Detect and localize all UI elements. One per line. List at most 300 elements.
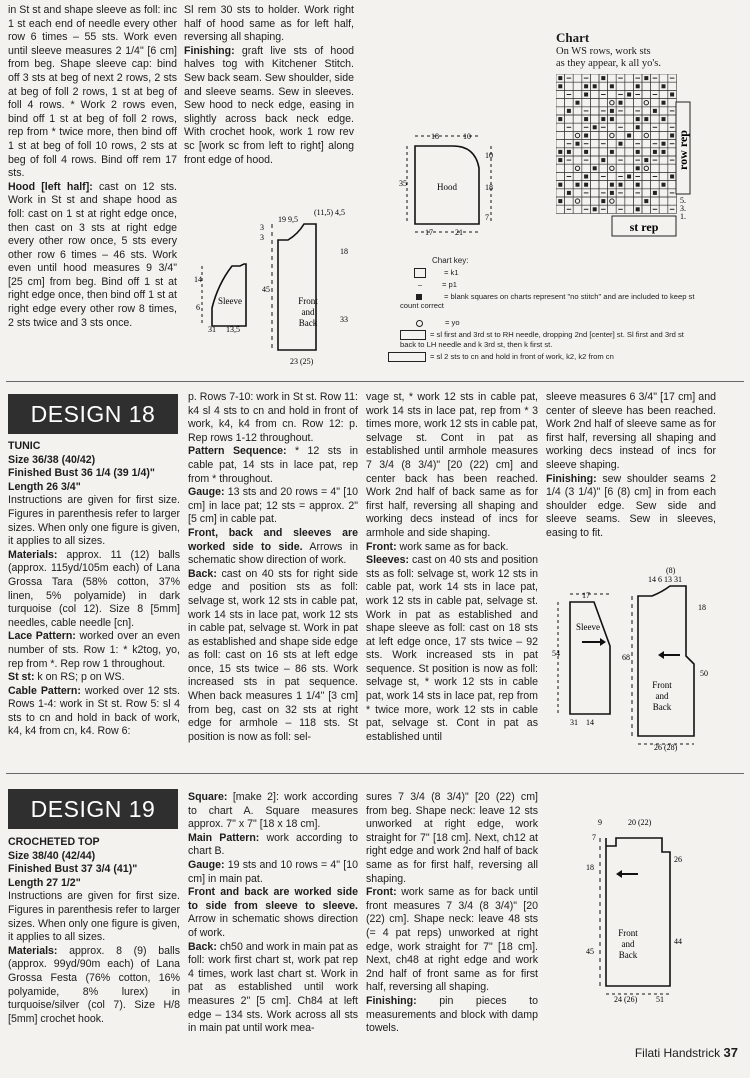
key-item: = yo [400,318,700,327]
chart-cell [668,99,677,107]
paragraph: Lace Pattern: worked over an even number of sts. Row 1: * k2tog, yo, rep from *. Rep row 1 throughout. [8,630,180,670]
chart-cell [590,181,599,189]
paragraph: St st: k on RS; p on WS. [8,671,125,684]
chart-symbol [619,142,623,146]
chart-cell [608,74,617,82]
chart-cell [608,90,617,98]
chart-cell [625,140,634,148]
chart-key-title: Chart key: [432,256,469,265]
dim-label: 17 [425,228,433,237]
chart-symbol [644,158,648,162]
chart-symbol [610,199,614,203]
front-label: Front [618,928,638,938]
chart-cell [616,148,625,156]
dim-label: 10 [485,151,493,160]
chart-symbol [662,101,666,105]
chart-symbol [644,133,648,137]
chart-cell [556,107,565,115]
chart-cell [668,181,677,189]
chart-symbol [567,191,571,195]
magazine-name: Filati Handstrick [634,1046,721,1060]
chart-cell [616,197,625,205]
arrow-head [616,870,622,878]
dim-label: 19 9,5 [278,215,298,224]
sleeve-outline [212,264,246,326]
dim-label: 45 [586,947,594,956]
chart-cell [590,115,599,123]
chart-symbol [558,150,562,154]
chart-cell [590,156,599,164]
chart-cell [651,181,660,189]
chart-cell [625,197,634,205]
top-col-2 [184,4,354,167]
chart-cell [616,164,625,172]
chart-symbol [593,84,597,88]
spec-line: Size 36/38 (40/42) [8,453,96,466]
chart-symbol [653,191,657,195]
chart-cell [625,74,634,82]
paragraph: Instructions are given for first size. Figures in parenthesis refer to larger sizes. When only one figure is given, it applies to all sizes. [8,890,180,944]
paragraph: Finishing: sew shoulder seams 2 1/4 (3 1/4)" [6 (8) cm] in from each shoulder edge. Sew side and sleeve seams. Sew in sleeves, easing to fit. [546,472,716,539]
spec-line: Finished Bust 36 1/4 (39 1/4)" [8,467,155,480]
chart-cell [556,99,565,107]
chart-symbol [610,101,614,105]
chart-cell [590,99,599,107]
chart-symbol [636,125,640,129]
dim-label: 14 [194,275,202,284]
top-col-1 [8,4,177,330]
chart-cell [573,172,582,180]
chart-cell [616,115,625,123]
row-number: 5. [680,196,686,205]
chart-cell [590,107,599,115]
chart-grid [556,74,676,213]
dim-label: 18 [431,132,439,141]
chart-cell [608,205,617,213]
paragraph: Square: [make 2]: work according to chart A. Square measures approx. 7" x 7" [18 x 18 cm]. [188,791,358,831]
chart-cell [590,131,599,139]
cross-3-icon [400,330,426,340]
dim-label: 10 [463,132,471,141]
chart-cell [642,82,651,90]
dim-label: 68 [622,653,630,662]
chart-cell [599,131,608,139]
chart-cell [573,205,582,213]
dim-label: 31 [570,718,578,727]
paragraph: sleeve measures 6 3/4" [17 cm] and center of sleeve has been reached. Work 2nd half of sleeve same as for first half, reversing all shaping and working decs instead of incs for sleeve shaping. [546,391,716,471]
chart-cell [651,131,660,139]
dim-label: 6 [196,303,200,312]
chart-symbol [610,191,614,195]
paragraph: Front and back are worked side to side from sleeve to sleeve. Arrow in schematic shows direction of work. [188,886,358,939]
chart-symbol [558,76,562,80]
row-number: 3. [680,204,686,213]
dim-label: 50 [700,669,708,678]
chart-symbol [584,84,588,88]
chart-symbol [575,199,579,203]
d19-col-3 [366,791,538,1036]
chart-cell [565,197,574,205]
dim-label: 31 [208,325,216,334]
dim-label: 35 [399,179,407,188]
chart-cell [573,123,582,131]
chart-symbol [558,183,562,187]
paragraph: Materials: approx. 11 (12) balls (approx. 115yd/105m each) of Lana Grossa Tara (58% cotton, 37% linen, 5% polyamide) in dark turquoise (col 12). Size 8 [5mm] needles, cable needle [cn]. [8,548,180,629]
and-label: and [655,691,669,701]
chart-cell [625,148,634,156]
dim-label: 24 (26) [614,995,638,1004]
chart-cell [642,189,651,197]
chart-cell [642,172,651,180]
st-rep-label: st rep [629,220,659,234]
dim-label: 51 [656,995,664,1004]
chart-cell [633,197,642,205]
chart-symbol [593,207,597,211]
paragraph: Back: cast on 40 sts for right side edge and position sts as foll: selvage st, work 12 sts in cable pat, work 14 sts in lace pat, work 12 sts in cable pat, selvage st. Work in pat as established and shape side edge as foll: cast on 16 sts at left edge once, 15 sts twice – 86 sts. Work increased sts in pat sequence. When back measures 1 1/4" [3 cm] from beg, cast on 32 sts at right edge for armhole – 118 sts. St position is now as foll: sel- [188,567,358,743]
dim-label: 45 [262,285,270,294]
chart-cell [608,99,617,107]
chart-symbol [627,175,631,179]
chart-symbol [662,117,666,121]
back-label: Back [618,950,638,960]
chart-cell [625,123,634,131]
divider [6,773,744,774]
paragraph: p. Rows 7-10: work in St st. Row 11: k4 sl 4 sts to cn and hold in front of work, k4, k4 from cn. Row 12: p. Rep rows 1-12 throughout. [188,391,358,444]
paragraph: Front: work same as for back. [366,540,509,553]
chart-cell [659,172,668,180]
chart-symbol [601,76,605,80]
chart-cell [599,99,608,107]
chart-cell [590,90,599,98]
chart-cell [573,197,582,205]
cable-4-icon [388,352,426,362]
chart-cell [608,123,617,131]
chart-cell [573,189,582,197]
chart-sub2: as they appear, k all yo's. [556,58,661,69]
chart-cell [599,164,608,172]
paragraph: Gauge: 13 sts and 20 rows = 4" [10 cm] in lace pat; 12 sts = approx. 2" [5 cm] in cable pat. [188,486,358,526]
chart-symbol [567,150,571,154]
dim-label: 3 [260,223,264,232]
chart-cell [651,197,660,205]
chart-cell [659,205,668,213]
chart-symbol [593,125,597,129]
chart-cell [659,123,668,131]
chart-cell [565,99,574,107]
chart-cell [556,140,565,148]
chart-symbol [576,101,580,105]
dim-label: 44 [674,937,682,946]
arrow-head [600,638,606,646]
chart-symbol [601,158,605,162]
chart-symbol [558,158,562,162]
chart-sub1: On WS rows, work sts [556,46,651,57]
row-number: 1. [680,212,686,221]
front-label: Front [652,680,672,690]
d18-col-3 [366,391,538,744]
chart-symbol [670,175,674,179]
paragraph: Main Pattern: work according to chart B. [188,831,359,858]
d18-schematic-top [188,204,358,366]
chart-symbol [576,183,580,187]
chart-cell [659,131,668,139]
chart-cell [659,107,668,115]
chart-cell [625,164,634,172]
chart-cell [582,99,591,107]
chart-symbol [636,84,640,88]
paragraph: Materials: approx. 8 (9) balls (approx. 99yd/90m each) of Lana Grossa Festa (76% cotton, 16% polyamide, 8% lurex) in turquoise/silver (col 7). Size H/8 [5mm] crochet hook. [8,944,180,1025]
and-label: and [621,939,635,949]
front-back-outline [606,838,670,986]
dim-label: 18 [340,247,348,256]
chart-symbol [584,183,588,187]
paragraph: Instructions are given for first size. Figures in parenthesis refer to larger sizes. When only one figure is given, it applies to all sizes. [8,494,180,548]
chart-cell [608,172,617,180]
chart-symbol [636,150,640,154]
paragraph: Hood [left half]: cast on 12 sts. Work in St st and shape hood as foll: cast on 1 st at right edge once, then cast on 3 sts at right edge every other row once, 5 sts every other row 6 times – 46 sts. Work even until hood measures 9 3/4" [25 cm] from beg. Bind off 1 st at right edge once, then bind off 1 st at right edge every other row 8 times, 2 sts twice and 3 sts once. [8,180,178,329]
chart-cell [642,99,651,107]
dim-label: (8) [666,566,676,575]
chart-cell [556,164,565,172]
chart-cell [642,148,651,156]
chart-cell [608,197,617,205]
chart-cell [651,82,660,90]
chart-symbol [576,142,580,146]
chart-symbol [627,93,631,97]
chart-symbol [584,117,588,121]
dim-label: 3 [260,233,264,242]
chart-symbol [558,117,562,121]
chart-cell [608,164,617,172]
chart-symbol [636,183,640,187]
key-item: = sl 2 sts to cn and hold in front of work, k2, k2 from cn [388,352,698,362]
chart-symbol [575,133,579,137]
key-item: = blank squares on charts represent "no stitch" and are included to keep st count correct [400,292,695,310]
chart-symbol [601,199,605,203]
chart-symbol [584,93,588,97]
key-item: = sl first and 3rd st to RH needle, dropping 2nd [center] st. Sl first and 3rd st back to LH needle and k 3rd st, then k first st. [400,330,684,349]
and-label: and [301,307,315,317]
d18-col-1 [8,440,180,739]
dim-label: 26 [674,855,682,864]
chart-symbol [610,84,614,88]
chart-symbol [567,109,571,113]
chart-cell [625,82,634,90]
chart-cell [642,107,651,115]
chart-cell [573,156,582,164]
sleeve-label: Sleeve [576,622,600,632]
chart-cell [625,189,634,197]
chart-symbol [610,109,614,113]
chart-cell [642,140,651,148]
chart-symbol [584,150,588,154]
dim-label: 33 [340,315,348,324]
chart-symbol [644,117,648,121]
chart-cell [556,90,565,98]
chart-symbol [601,117,605,121]
paragraph: sures 7 3/4 (8 3/4)" [20 (22) cm] from beg. Shape neck: leave 12 sts unworked at right edge, work straight for 7" [18 cm]. Next, ch12 at right edge and work 2nd half of back same as for first half, reversing all shaping. [366,791,538,885]
page-number: 37 [723,1045,738,1060]
paragraph: Pattern Sequence: * 12 sts in cable pat, 14 sts in lace pat, rep from * throughout. [188,445,358,485]
d18-col-4 [546,391,716,541]
front-label: Front [298,296,318,306]
chart-symbol [670,134,674,138]
dim-label: 7 [485,213,489,222]
chart-cell [565,181,574,189]
chart-cell [625,181,634,189]
chart-symbol [619,101,623,105]
chart-cell [608,140,617,148]
paragraph: Front: work same as for back until front measures 7 3/4 (8 3/4)" [20 (22) cm]. Shape neck: leave 48 sts (= 4 pat reps) unworked at right edge, work straight for 7" [18 cm]. Next, ch48 at right edge and work 2nd half of front same as for first half, reversing all shaping. [366,886,538,994]
dim-label: 21 [455,228,463,237]
dim-label: 9 [598,818,602,827]
chart-cell [573,115,582,123]
chart-symbol [662,183,666,187]
spec-line: Size 38/40 (42/44) [8,849,96,862]
chart-symbol [644,166,648,170]
chart-cell [608,131,617,139]
chart-cell [642,123,651,131]
chart-cell [651,99,660,107]
chart-cell [625,107,634,115]
d18-schematic-bottom [552,564,720,760]
hood-label: Hood [437,182,457,192]
divider [6,381,744,382]
chart-symbol [610,166,614,170]
chart-cell [616,131,625,139]
chart-cell [642,90,651,98]
dim-label: 13,5 [226,325,240,334]
chart-symbol [644,76,648,80]
chart-symbol [662,142,666,146]
chart-symbol [636,166,640,170]
sleeve-label: Sleeve [218,296,242,306]
dim-label: 23 (25) [290,357,314,366]
chart-cell [651,164,660,172]
paragraph: in St st and shape sleeve as foll: inc 1 st each end of needle every other row 6 times – 55 sts. Work even until sleeve measures 2 1/4" [6 cm] from beg. Shape sleeve cap: bind off 3 sts at beg of next 2 rows, 2 sts at beg of foll 2 rows, 1 st at beg of foll 4 rows. * Work 2 rows even, bind off 1 st at beg of foll 2 rows, rep from * twice more, then bind off 1 st at beg of foll 10 rows, 2 sts at beg of foll 4 rows. Bind off rem 17 sts. [8,4,177,180]
chart-symbol [593,166,597,170]
chart-cell [590,74,599,82]
chart-symbol [653,150,657,154]
chart-cell [625,205,634,213]
chart-symbol [610,183,614,187]
chart-cell [642,131,651,139]
chart-cell [573,148,582,156]
chart-cell [556,172,565,180]
chart-cell [573,107,582,115]
chart-cell [659,90,668,98]
front-back-outline [278,224,316,350]
spec-line: Finished Bust 37 3/4 (41)" [8,863,138,876]
stitch-chart [556,74,706,244]
d19-schematic [580,816,710,1006]
chart-symbol [670,93,674,97]
dim-label: (11,5) 4,5 [314,208,346,217]
chart-cell [659,164,668,172]
chart-cell [608,156,617,164]
arrow-head [658,651,664,659]
chart-symbol [653,109,657,113]
chart-cell [590,189,599,197]
chart-cell [556,205,565,213]
dim-label: 54 [552,649,560,658]
chart-cell [573,90,582,98]
spec-line: Length 26 3/4" [8,480,81,493]
chart-symbol [584,134,588,138]
chart-header [556,30,746,70]
chart-symbol [636,117,640,121]
chart-cell [590,140,599,148]
chart-cell [573,82,582,90]
chart-symbol [610,150,614,154]
chart-cell [565,164,574,172]
chart-cell [590,197,599,205]
paragraph: Finishing: graft live sts of hood halves tog with Kitchener Stitch. Sew back seam. Sew shoulder, side and sleeve seams. Sew in sleeves. Sew hood to neck edge, easing in slightly across back neck edge. With crochet hook, work 1 row rev sc [work sc from left to right] along front edge of hood. [184,44,354,166]
chart-cell [625,156,634,164]
chart-cell [573,164,582,172]
chart-symbol [662,150,666,154]
chart-cell [633,131,642,139]
chart-symbol [619,183,623,187]
chart-symbol [662,84,666,88]
paragraph: Front, back and sleeves are worked side to side. Arrows in schematic show direction of work. [188,526,358,567]
dim-label: 20 (22) [628,818,652,827]
chart-title: Chart [556,30,590,45]
dim-label: 14 [586,718,594,727]
no-stitch-icon [416,294,422,300]
chart-cell [659,74,668,82]
back-label: Back [652,702,672,712]
paragraph: Finishing: pin pieces to measurements and block with damp towels. [366,994,538,1035]
paragraph: Back: ch50 and work in main pat as foll: work first chart st, work pat rep 4 times, work last chart st. Work in pat as established until work measures 2" [5 cm]. Ch84 at left edge – 134 sts. Work across all sts in main pat until work mea- [188,940,358,1035]
page-footer [635,1045,738,1060]
yo-icon [416,320,423,327]
dim-label: 7 [592,833,596,842]
d19-col-1 [8,836,180,1026]
back-label: Back [298,318,318,328]
dim-label: 17 [582,591,590,600]
dim-label: 26 (28) [654,743,678,752]
chart-cell [599,181,608,189]
d18-col-2 [188,391,358,744]
hood-schematic [395,128,505,240]
chart-cell [642,181,651,189]
chart-cell [668,82,677,90]
chart-symbol [627,134,631,138]
design-18-banner: DESIGN 18 [8,394,178,434]
k1-icon [414,268,426,278]
chart-cell [582,197,591,205]
front-back-outline [638,586,694,736]
chart-symbol [610,117,614,121]
dim-label: 18 [586,863,594,872]
chart-cell [668,197,677,205]
chart-cell [642,205,651,213]
chart-cell [556,189,565,197]
paragraph: vage st, * work 12 sts in cable pat, work 14 sts in lace pat, rep from * 3 times more, work 12 sts in cable pat, selvage st. Cont in pat as established until armhole measures 7 3/4 (8 3/4)" [20 (22) cm] and center back has been reached. Work 2nd half of back same as for first half, reversing all shaping and working decs instead of incs for armhole and side shaping. [366,391,538,539]
dim-label: 18 [698,603,706,612]
chart-cell [590,148,599,156]
paragraph: Sl rem 30 sts to holder. Work right half of hood same as for left half, reversing all shaping. [184,4,354,44]
design-title: TUNIC [8,440,41,452]
chart-symbol [558,84,562,88]
chart-cell [625,99,634,107]
key-item: – = p1 [400,280,700,289]
chart-cell [590,172,599,180]
chart-cell [556,131,565,139]
paragraph: Gauge: 19 sts and 10 rows = 4" [10 cm] in main pat. [188,858,358,885]
chart-cell [651,115,660,123]
